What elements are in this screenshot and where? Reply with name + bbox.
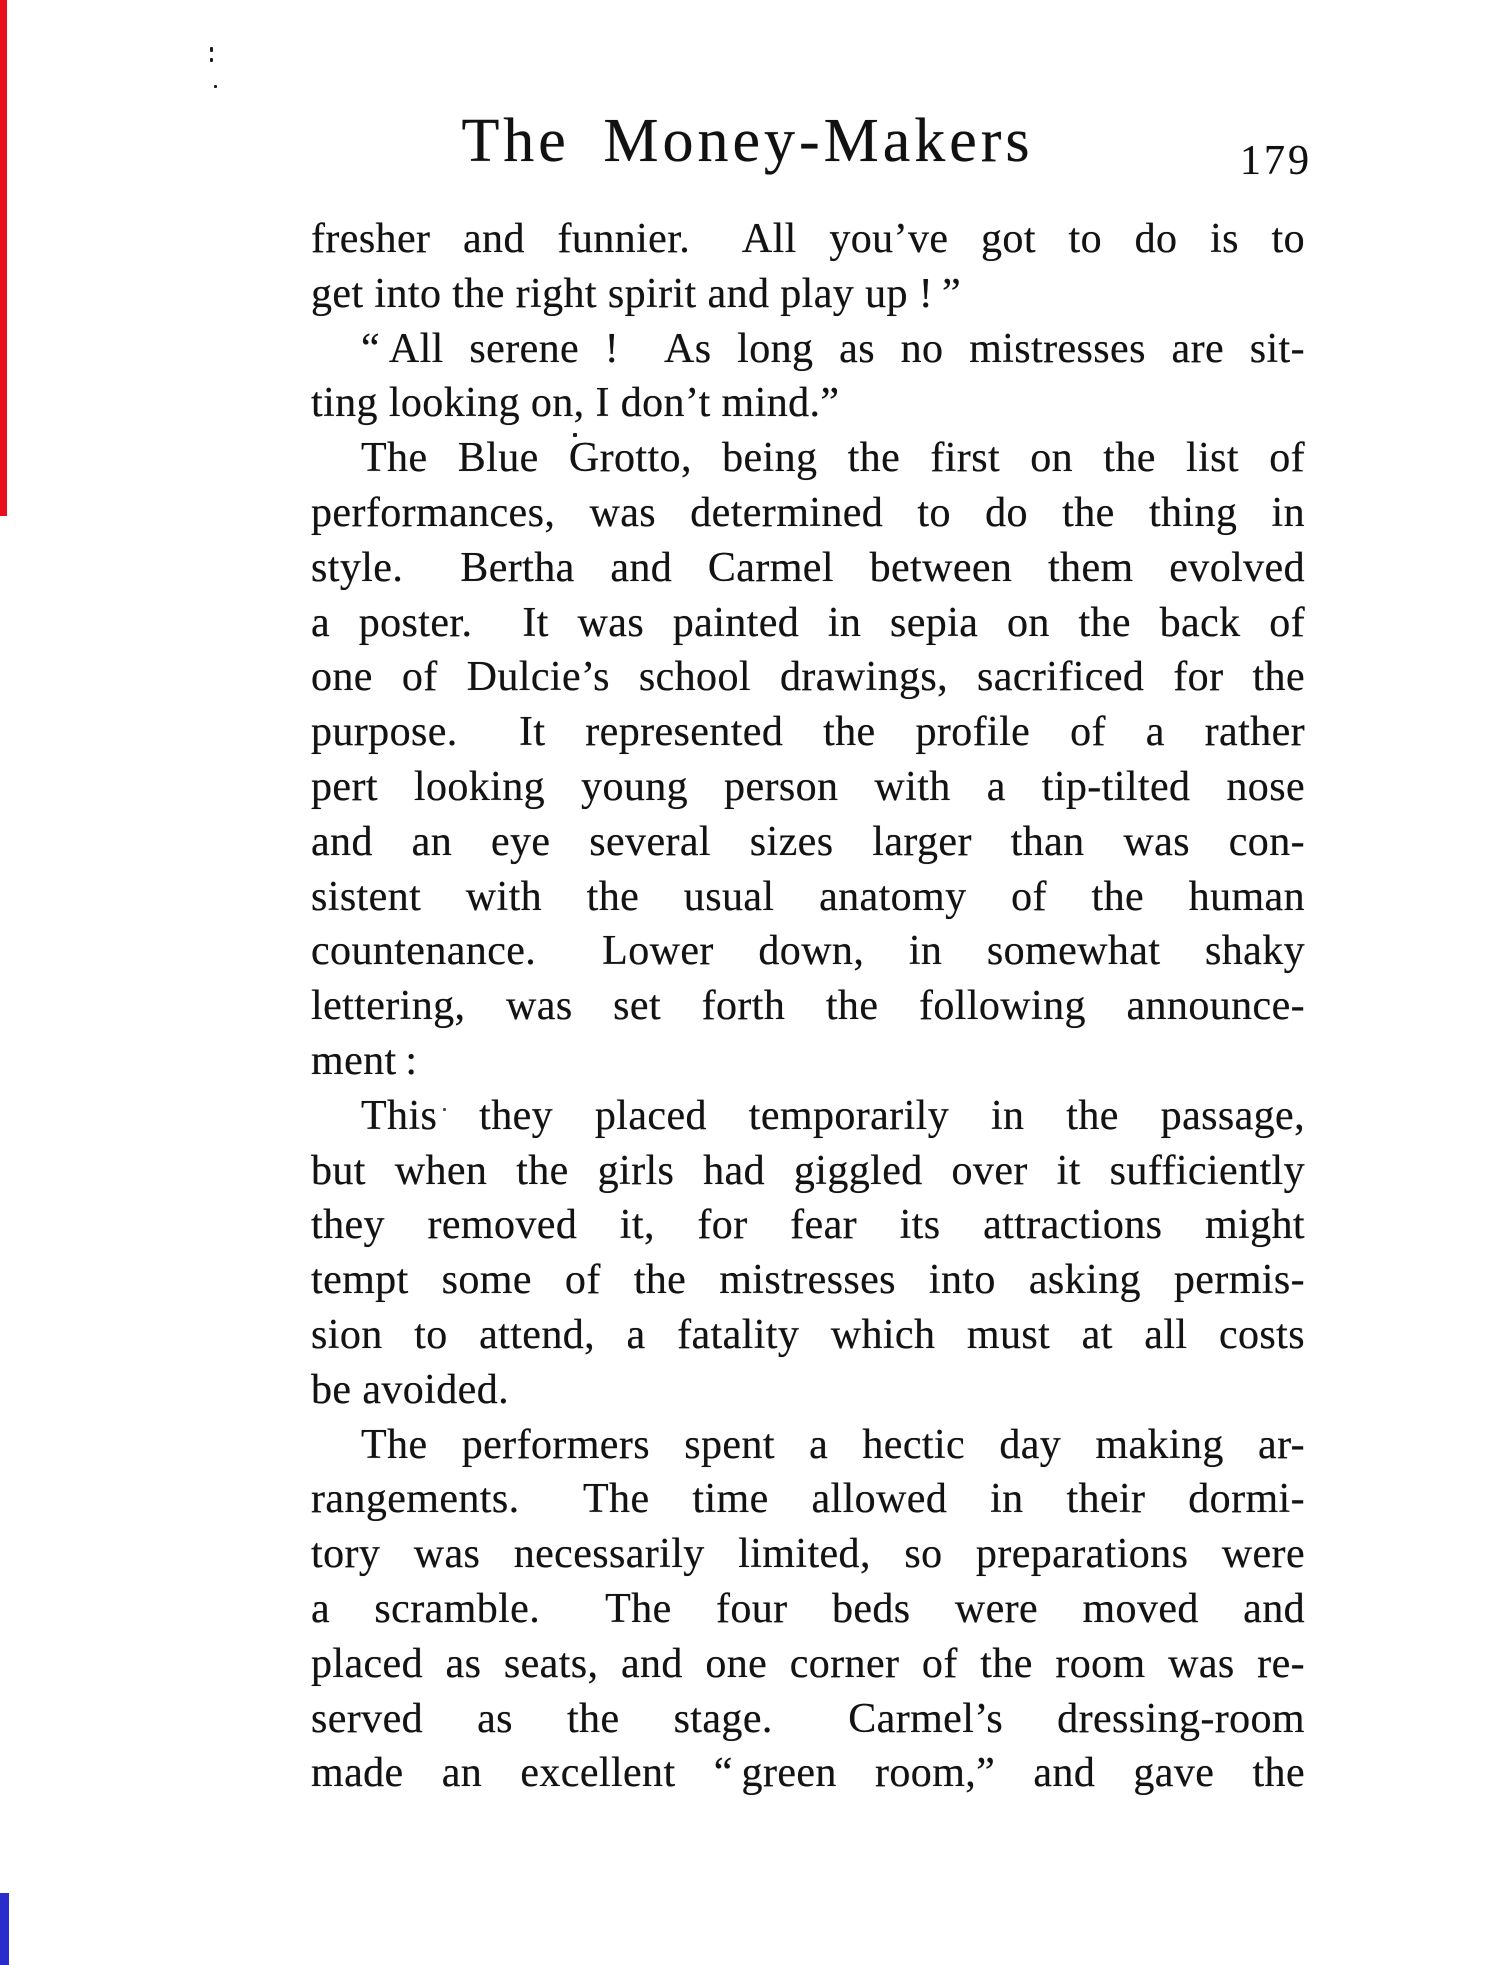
text-line: served as the stage. Carmel’s dressing-room <box>311 1695 1305 1742</box>
text-line: a scramble. The four beds were moved and <box>311 1585 1305 1632</box>
page-number: 179 <box>1240 138 1312 184</box>
text-line: sion to attend, a fatality which must at all costs <box>311 1311 1305 1358</box>
text-line: lettering, was set forth the following announce- <box>311 983 1305 1030</box>
text-line: one of Dulcie’s school drawings, sacrificed for the <box>311 654 1305 701</box>
text-line: “ All serene ! As long as no mistresses are sit- <box>361 325 1305 372</box>
scan-artifact-blue-bar <box>0 1893 9 1965</box>
text-line: countenance. Lower down, in somewhat shaky <box>311 928 1305 975</box>
text-line: sistent with the usual anatomy of the human <box>311 873 1305 920</box>
text-line: The performers spent a hectic day making ar- <box>361 1421 1305 1468</box>
text-line: performances, was determined to do the thing in <box>311 489 1305 536</box>
page-header <box>6 107 1489 200</box>
text-line: made an excellent “ green room,” and gave the <box>311 1750 1305 1797</box>
ink-speck <box>210 58 213 62</box>
text-line: rangements. The time allowed in their dormi- <box>311 1476 1305 1523</box>
text-line: The Blue Grotto, being the first on the list of <box>361 435 1305 482</box>
page-title: The Money-Makers <box>461 107 1034 175</box>
text-line: tory was necessarily limited, so preparations were <box>311 1531 1305 1578</box>
text-line: ting looking on, I don’t mind.” <box>311 380 840 427</box>
text-block <box>311 212 1305 1801</box>
text-line: but when the girls had giggled over it sufficiently <box>311 1147 1305 1194</box>
text-line: ment : <box>311 1037 418 1084</box>
ink-speck <box>214 85 217 88</box>
text-line: they removed it, for fear its attractions might <box>311 1202 1305 1249</box>
text-line: tempt some of the mistresses into asking permis- <box>311 1257 1305 1304</box>
text-line: placed as seats, and one corner of the room was re- <box>311 1640 1305 1687</box>
text-line: pert looking young person with a tip-tilted nose <box>311 763 1305 810</box>
text-line: a poster. It was painted in sepia on the back of <box>311 599 1305 646</box>
text-line: and an eye several sizes larger than was con- <box>311 818 1305 865</box>
text-line: be avoided. <box>311 1366 509 1413</box>
text-line: get into the right spirit and play up ! ” <box>311 270 962 317</box>
text-line: fresher and funnier. All you’ve got to do is to <box>311 216 1305 262</box>
scan-artifact-red-bar <box>0 0 7 516</box>
text-line: This they placed temporarily in the passage, <box>361 1092 1305 1139</box>
text-line: style. Bertha and Carmel between them evolved <box>311 544 1305 591</box>
text-line: purpose. It represented the profile of a rather <box>311 709 1305 756</box>
ink-speck <box>210 47 213 52</box>
